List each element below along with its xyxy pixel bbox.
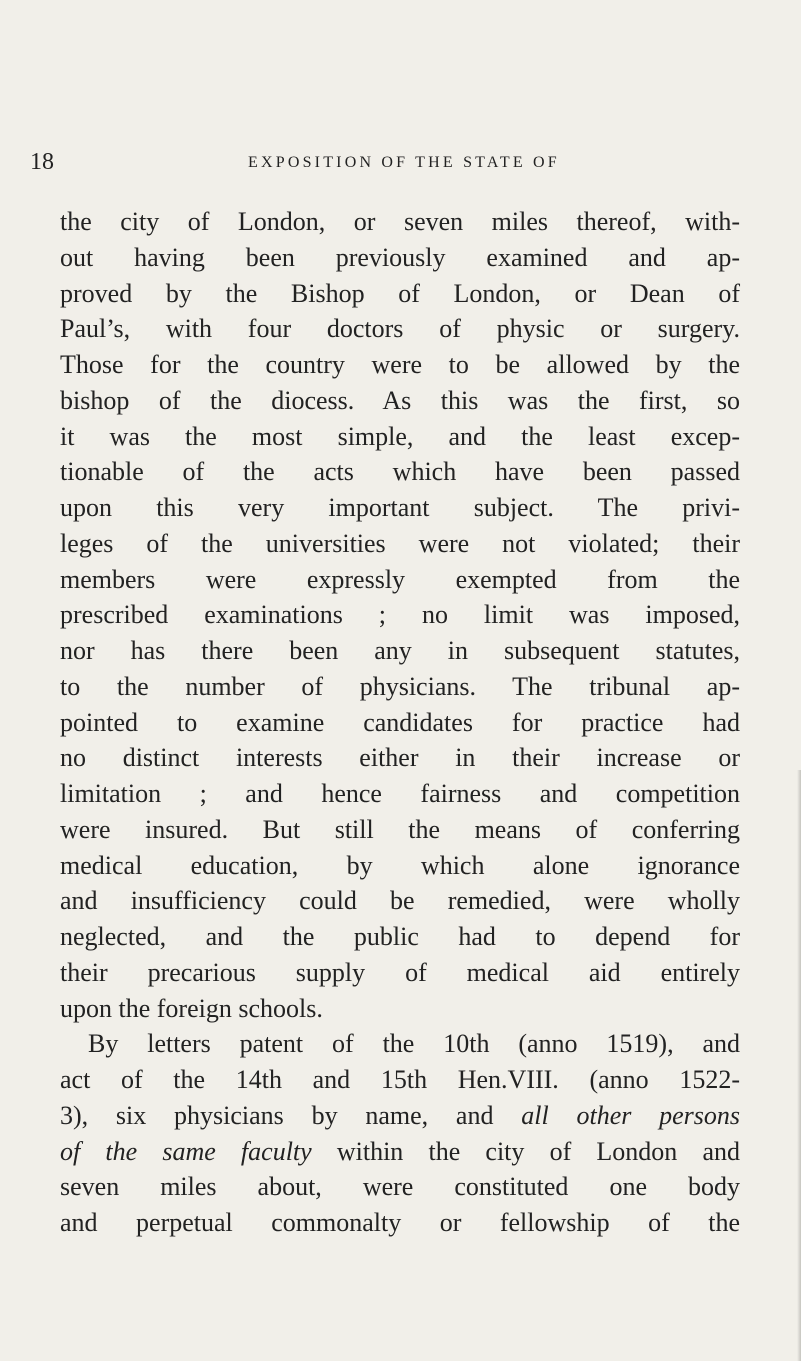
italic-phrase: all other persons xyxy=(521,1100,741,1130)
text-line xyxy=(60,1098,740,1134)
text-line: and perpetual commonalty or fellowship of the xyxy=(60,1208,740,1237)
text-line: limitation ; and hence fairness and competition xyxy=(60,779,740,808)
text-line: and insufficiency could be remedied, were wholly xyxy=(60,886,740,916)
italic-phrase: of the same faculty xyxy=(60,1136,312,1166)
text-segment: 3), six physicians by name, and xyxy=(60,1100,494,1130)
text-line xyxy=(60,1134,740,1170)
text-line: to the number of physicians. The tribunal ap- xyxy=(60,671,740,701)
text-line: the city of London, or seven miles thereof, with- xyxy=(60,207,740,236)
text-line: their precarious supply of medical aid entirely xyxy=(60,957,740,987)
text-line: nor has there been any in subsequent statutes, xyxy=(60,636,740,665)
text-line: seven miles about, were constituted one body xyxy=(60,1172,740,1202)
text-line: By letters patent of the 10th (anno 1519), and xyxy=(88,1029,740,1059)
text-line: Paul’s, with four doctors of physic or surgery. xyxy=(60,314,740,344)
text-line: bishop of the diocess. As this was the first, so xyxy=(60,385,740,415)
text-line: members were expressly exempted from the xyxy=(60,564,740,594)
text-line: were insured. But still the means of conferring xyxy=(60,814,740,844)
text-line: tionable of the acts which have been passed xyxy=(60,457,740,487)
text-line: pointed to examine candidates for practice had xyxy=(60,707,740,737)
body-text xyxy=(60,204,740,1241)
text-line: upon the foreign schools. xyxy=(60,993,323,1023)
text-segment: within the city of London and xyxy=(336,1136,740,1166)
running-head: EXPOSITION OF THE STATE OF xyxy=(248,154,560,171)
text-line: upon this very important subject. The privi- xyxy=(60,493,740,522)
page-edge-shadow xyxy=(797,770,801,1361)
text-line: proved by the Bishop of London, or Dean of xyxy=(60,278,740,308)
text-line: medical education, by which alone ignorance xyxy=(60,850,740,880)
text-line: prescribed examinations ; no limit was imposed, xyxy=(60,600,740,630)
text-line: no distinct interests either in their increase or xyxy=(60,743,740,773)
text-line: leges of the universities were not violated; their xyxy=(60,528,740,558)
text-line: Those for the country were to be allowed by the xyxy=(60,350,740,379)
text-line: it was the most simple, and the least excep- xyxy=(60,421,740,451)
text-line: out having been previously examined and ap- xyxy=(60,242,740,272)
text-line: neglected, and the public had to depend for xyxy=(60,922,740,951)
page-header xyxy=(30,149,730,179)
page-number: 18 xyxy=(30,149,54,175)
text-line: act of the 14th and 15th Hen.VIII. (anno 1522- xyxy=(60,1065,740,1094)
